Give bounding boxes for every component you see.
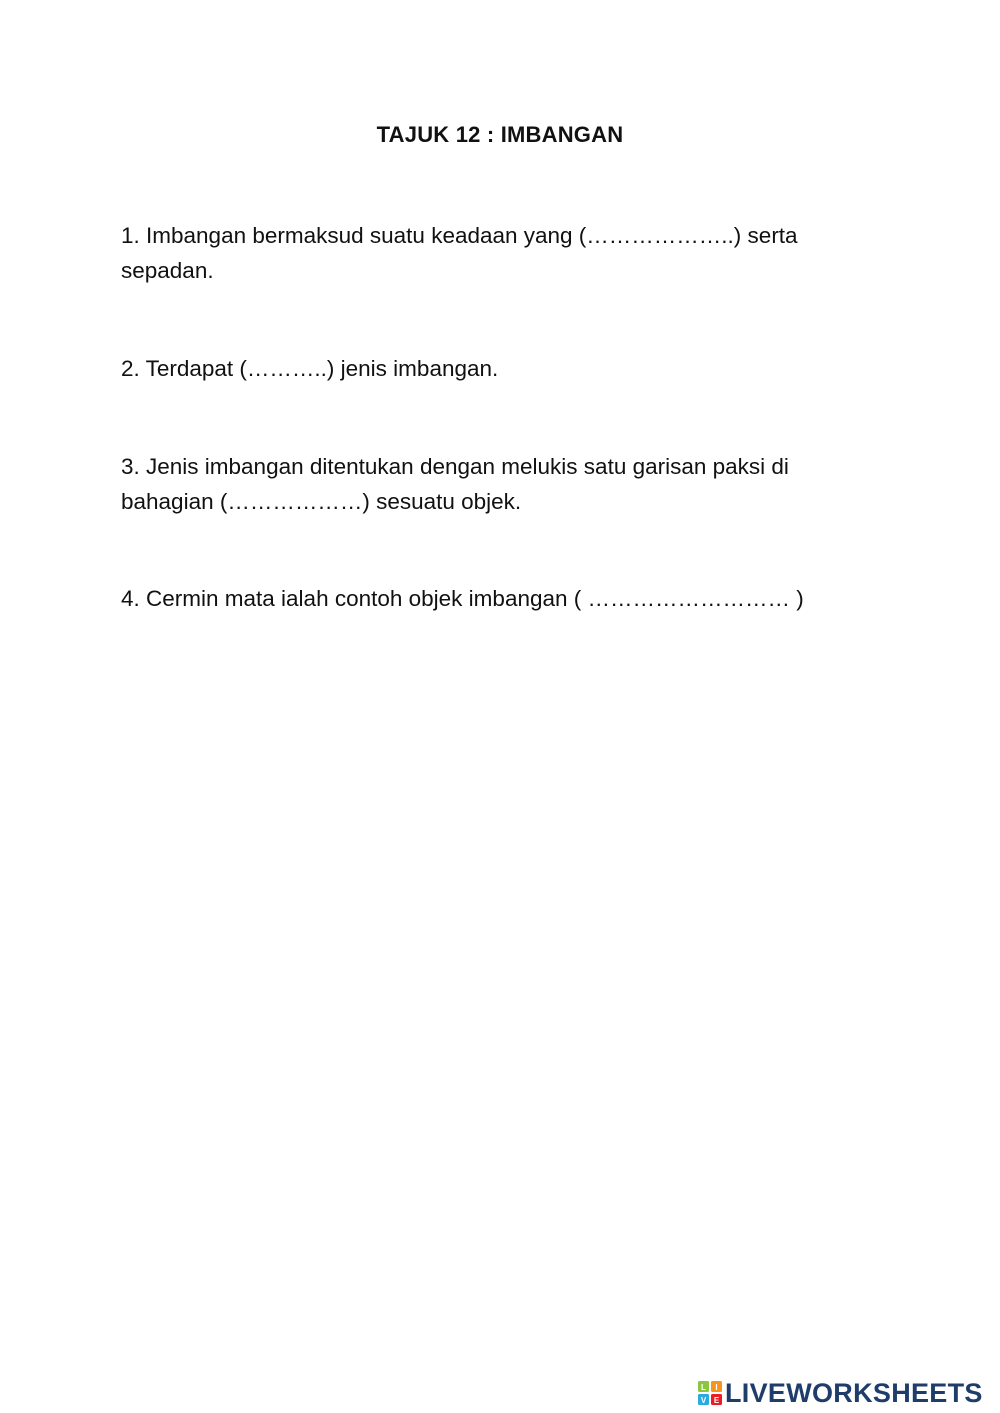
question-3: 3. Jenis imbangan ditentukan dengan melukis satu garisan paksi di bahagian (………………) sesuatu objek. <box>121 454 789 514</box>
svg-text:L: L <box>701 1383 706 1392</box>
liveworksheets-logo-icon <box>698 1381 722 1405</box>
question-1: 1. Imbangan bermaksud suatu keadaan yang (………………..) serta sepadan. <box>121 223 798 283</box>
question-2: 2. Terdapat (………..) jenis imbangan. <box>121 356 499 381</box>
question-4: 4. Cermin mata ialah contoh objek imbangan ( ……………………… ) <box>121 586 804 611</box>
svg-text:V: V <box>700 1396 707 1405</box>
brand-text: LIVEWORKSHEETS <box>725 1377 983 1408</box>
page-title: TAJUK 12 : IMBANGAN <box>376 122 624 147</box>
svg-text:E: E <box>713 1396 720 1405</box>
svg-text:I: I <box>715 1383 718 1392</box>
liveworksheets-brand <box>698 1377 983 1409</box>
